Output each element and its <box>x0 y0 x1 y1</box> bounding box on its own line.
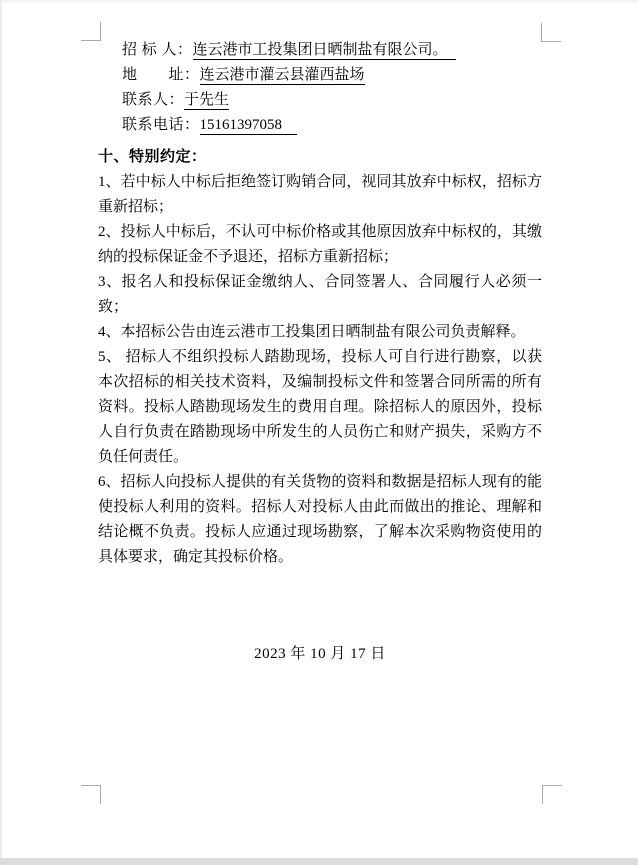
viewer-top-edge <box>0 0 638 3</box>
address-value: 连云港市灌云县灌西盐场 <box>199 67 365 83</box>
phone-line <box>122 113 542 138</box>
viewer-bottom-edge <box>0 858 638 865</box>
tenderer-value: 连云港市工投集团日晒制盐有限公司。 <box>193 42 456 60</box>
crop-mark-bottom-left <box>81 785 101 804</box>
address-line <box>122 63 542 88</box>
tenderer-label: 招 标 人： <box>122 42 193 58</box>
document-text-area <box>98 38 542 667</box>
clause-paragraph-3: 3、报名人和投标保证金缴纳人、合同签署人、合同履行人必须一致； <box>98 274 542 315</box>
phone-value: 15161397058 <box>200 117 298 135</box>
clause-paragraph-4: 4、本招标公告由连云港市工投集团日晒制盐有限公司负责解释。 <box>98 324 526 340</box>
tenderer-line <box>122 38 542 63</box>
crop-mark-bottom-right <box>542 785 562 804</box>
contact-block <box>98 38 542 138</box>
clause-paragraph-5: 5、 招标人不组织投标人踏勘现场，投标人可自行进行勘察，以获本次招标的相关技术资料，及编制投标文件和签署合同所需的所有资料。投标人踏勘现场发生的费用自理。除招标人的原因外，投标人自行负责在踏勘现场中所发生的人员伤亡和财产损失，采购方不负任何责任。 <box>98 349 542 465</box>
crop-mark-top-right <box>541 23 561 42</box>
viewer-left-edge <box>0 0 2 865</box>
date-line: 2023 年 10 月 17 日 <box>254 646 386 662</box>
phone-label: 联系电话： <box>122 117 200 133</box>
contact-person-line <box>122 88 542 113</box>
clause-paragraph-6: 6、招标人向投标人提供的有关货物的资料和数据是招标人现有的能使投标人利用的资料。招标人对投标人由此而做出的推论、理解和结论概不负责。投标人应通过现场勘察，了解本次采购物资使用的具体要求，确定其投标价格。 <box>98 474 542 565</box>
address-label: 地 址： <box>122 67 200 83</box>
clause-paragraph-2: 2、投标人中标后，不认可中标价格或其他原因放弃中标权的，其缴纳的投标保证金不予退还，招标方重新招标； <box>98 224 542 265</box>
contact-person-value: 于先生 <box>184 92 230 108</box>
contact-person-label: 联系人： <box>122 92 185 108</box>
section-heading: 十、特别约定： <box>98 149 207 165</box>
clause-paragraph-1: 1、若中标人中标后拒绝签订购销合同，视同其放弃中标权，招标方重新招标； <box>98 174 542 215</box>
